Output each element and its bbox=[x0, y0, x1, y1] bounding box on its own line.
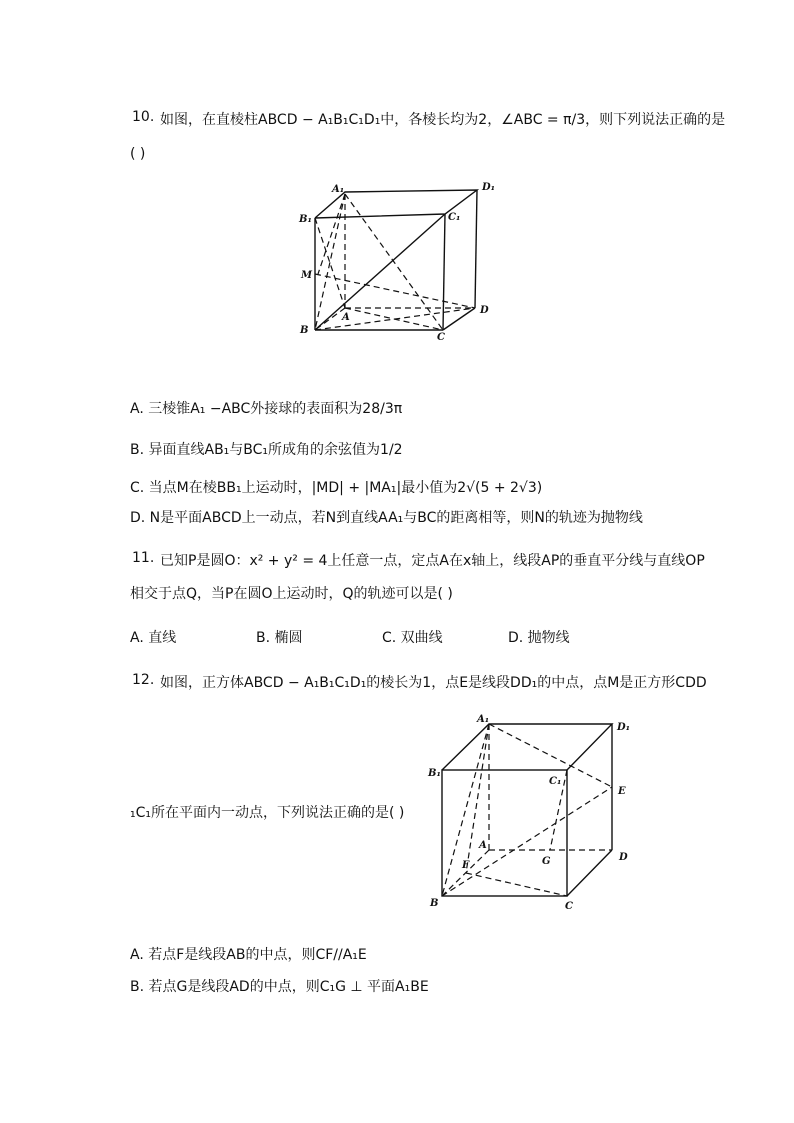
q12-number: 12. bbox=[132, 672, 155, 688]
q10-stem-line1: 如图，在直棱柱ABCD − A₁B₁C₁D₁中，各棱长均为2，∠ABC = π/3，则下列说法正确的是 bbox=[160, 112, 726, 128]
q12-label-E: E bbox=[618, 786, 626, 797]
q12-edge-A-B bbox=[442, 850, 489, 896]
q12-label-C: C bbox=[565, 901, 573, 912]
q10-label-M: M bbox=[301, 270, 313, 281]
q12-label-B1: B₁ bbox=[428, 768, 441, 779]
q12-label-A1: A₁ bbox=[477, 714, 490, 725]
q12-option-b: B. 若点G是线段AD的中点，则C₁G ⊥ 平面A₁BE bbox=[130, 979, 429, 995]
q10-label-C: C bbox=[437, 332, 445, 340]
q12-label-G: G bbox=[542, 856, 551, 867]
q10-label-B: B bbox=[300, 325, 309, 336]
q10-option-c: C. 当点M在棱BB₁上运动时，|MD| + |MA₁|最小值为2√(5 + 2√3) bbox=[130, 480, 543, 496]
q11-stem-line2: 相交于点Q，当P在圆O上运动时，Q的轨迹可以是( ) bbox=[130, 586, 453, 602]
q12-label-F: F bbox=[462, 860, 470, 871]
q10-number: 10. bbox=[132, 109, 155, 125]
q12-label-D: D bbox=[619, 852, 628, 863]
q11-option-c: C. 双曲线 bbox=[382, 630, 443, 646]
q10-label-B1: B₁ bbox=[299, 214, 312, 225]
q12-label-C1: C₁ bbox=[549, 776, 562, 787]
q10-line-A1-M bbox=[318, 194, 345, 274]
q12-front-face bbox=[442, 770, 567, 896]
q10-edge-D-D1 bbox=[475, 190, 477, 308]
q11-option-d: D. 抛物线 bbox=[508, 630, 570, 646]
q10-label-D1: D₁ bbox=[482, 182, 496, 193]
q10-diagonal-B-C1 bbox=[315, 214, 445, 330]
q10-prism-figure bbox=[290, 180, 510, 340]
q12-stem-line1: 如图，正方体ABCD − A₁B₁C₁D₁的棱长为1，点E是线段DD₁的中点，点M是正方形CDD bbox=[160, 675, 707, 691]
q10-line-A-C bbox=[345, 308, 443, 330]
q12-option-a: A. 若点F是线段AB的中点，则CF//A₁E bbox=[130, 947, 367, 963]
q12-edge-C-D bbox=[567, 850, 612, 896]
q10-label-A: A bbox=[342, 312, 350, 323]
q10-stem-line2: ( ) bbox=[130, 146, 146, 162]
q11-option-a: A. 直线 bbox=[130, 630, 177, 646]
q10-line-M-D bbox=[315, 274, 475, 308]
q11-stem-line1: 已知P是圆O：x² + y² = 4上任意一点，定点A在x轴上，线段AP的垂直平分线与直线OP bbox=[160, 553, 705, 569]
q10-option-a: A. 三棱锥A₁ −ABC外接球的表面积为28/3π bbox=[130, 401, 403, 417]
q10-option-b: B. 异面直线AB₁与BC₁所成角的余弦值为1/2 bbox=[130, 442, 403, 458]
q10-option-d: D. N是平面ABCD上一动点，若N到直线AA₁与BC的距离相等，则N的轨迹为抛物线 bbox=[130, 510, 643, 526]
q12-top-back-edges bbox=[442, 724, 612, 770]
q12-stem-line2: ₁C₁所在平面内一动点，下列说法正确的是( ) bbox=[130, 805, 405, 821]
q10-label-D: D bbox=[480, 305, 489, 316]
q12-label-D1: D₁ bbox=[617, 722, 631, 733]
q12-label-B: B bbox=[430, 898, 439, 909]
q10-label-A1: A₁ bbox=[332, 184, 345, 195]
q11-number: 11. bbox=[132, 550, 155, 566]
q11-option-b: B. 椭圆 bbox=[256, 630, 303, 646]
q12-line-F-C bbox=[466, 873, 567, 896]
q12-cube-figure bbox=[425, 712, 665, 912]
q12-label-A: A bbox=[479, 840, 487, 851]
q10-label-C1: C₁ bbox=[448, 212, 461, 223]
